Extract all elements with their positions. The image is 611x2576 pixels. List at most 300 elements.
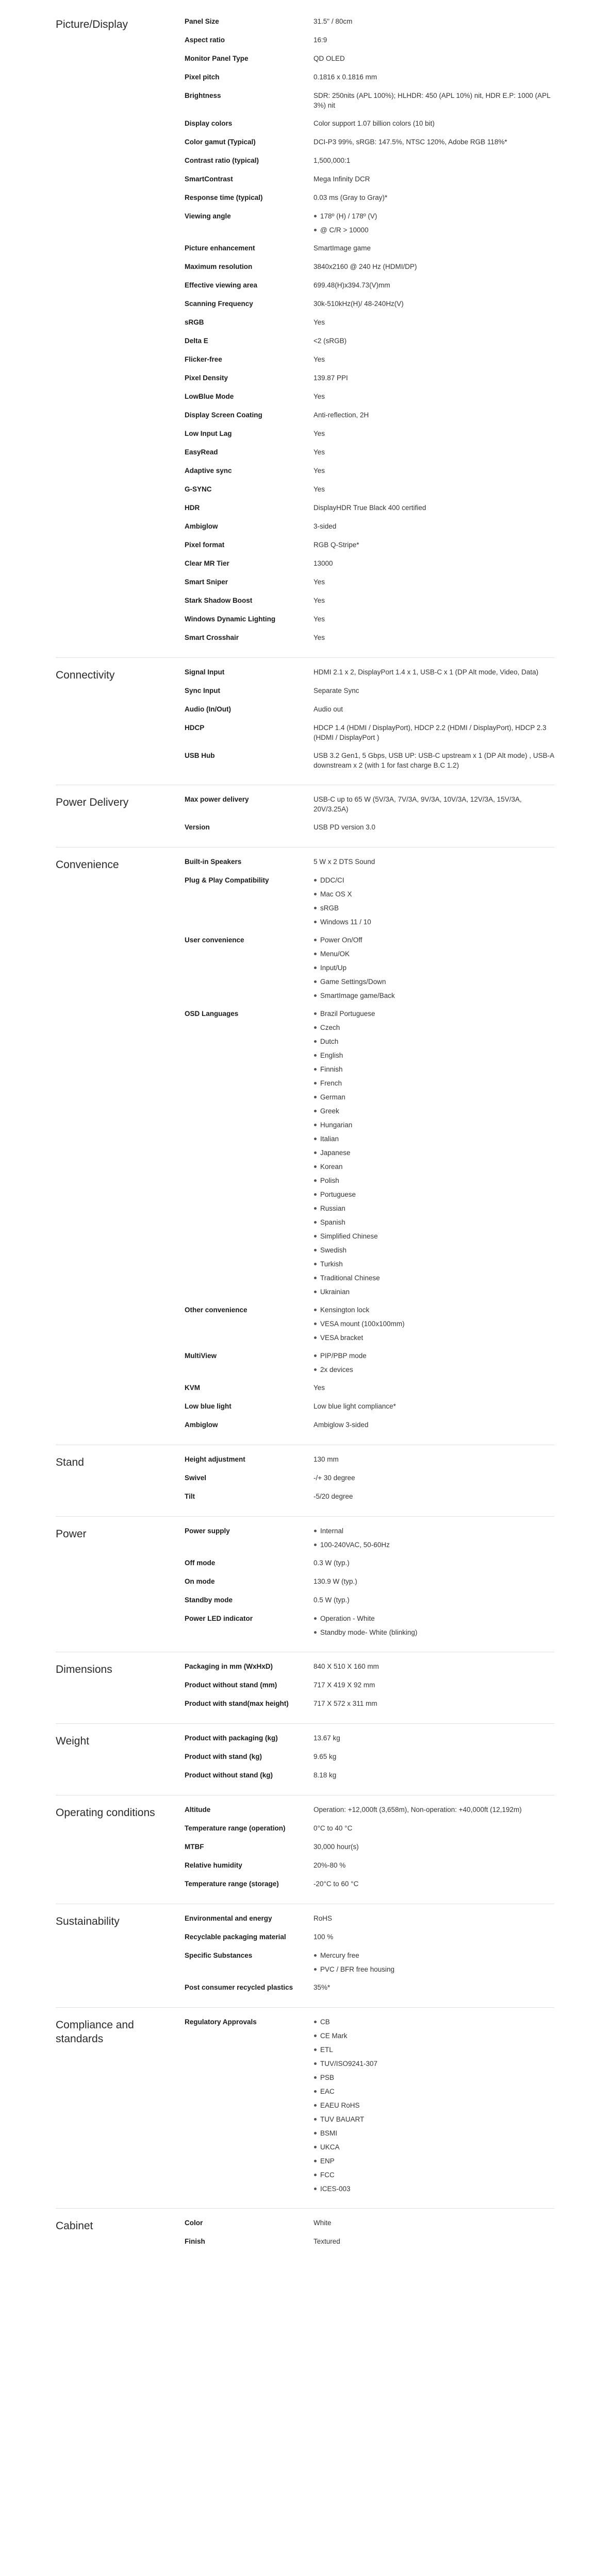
spec-row [185,354,554,365]
list-item: Greek [313,1106,554,1116]
list-item: Korean [313,1162,554,1172]
spec-rows [185,2017,554,2195]
list-item: Mercury free [313,1951,554,1960]
spec-row [185,1982,554,1993]
spec-row [185,484,554,495]
list-item: Finnish [313,1064,554,1074]
spec-label: Maximum resolution [185,263,253,270]
spec-value: USB PD version 3.0 [313,823,376,831]
spec-value: 30,000 hour(s) [313,1843,359,1851]
spec-value: 0.3 W (typ.) [313,1559,350,1567]
spec-row [185,54,554,64]
spec-label: Windows Dynamic Lighting [185,615,276,623]
list-item: sRGB [313,903,554,913]
spec-section-picture-display [56,14,554,658]
spec-value: RGB Q-Stripe* [313,541,359,549]
spec-value: 16:9 [313,36,327,44]
spec-value: 1,500,000:1 [313,157,351,164]
spec-value: 5 W x 2 DTS Sound [313,858,375,866]
spec-row [185,1932,554,1942]
spec-label: Product with stand(max height) [185,1700,289,1707]
list-item: Dutch [313,1037,554,1046]
spec-label: Color [185,2219,203,2227]
spec-value: 9.65 kg [313,1753,337,1760]
spec-value: SDR: 250nits (APL 100%); HLHDR: 450 (APL 10%) nit, HDR E.P: 1000 (APL 3%) nit [313,92,551,109]
spec-label: USB Hub [185,752,215,759]
spec-row [185,1614,554,1637]
spec-row [185,751,554,770]
spec-label: Environmental and energy [185,1914,272,1922]
spec-row [185,299,554,309]
spec-row [185,1351,554,1375]
spec-value [313,1305,554,1343]
spec-label: G-SYNC [185,485,212,493]
spec-section-dimensions [56,1652,554,1724]
spec-label: Effective viewing area [185,281,258,289]
list-item: SmartImage game/Back [313,991,554,1001]
spec-label: Scanning Frequency [185,300,253,308]
spec-row [185,875,554,927]
spec-label: Clear MR Tier [185,560,229,567]
spec-label: Standby mode [185,1596,233,1604]
spec-row [185,410,554,420]
spec-row [185,262,554,272]
list-item: Brazil Portuguese [313,1009,554,1019]
spec-row [185,211,554,235]
list-item: Kensington lock [313,1305,554,1315]
list-item: 178º (H) / 178º (V) [313,211,554,221]
spec-value-list [313,1009,554,1297]
list-item: Simplified Chinese [313,1231,554,1241]
spec-row [185,1951,554,1974]
spec-row [185,2017,554,2194]
list-item: PVC / BFR free housing [313,1964,554,1974]
spec-row [185,503,554,513]
spec-row [185,336,554,346]
list-item: Russian [313,1204,554,1213]
spec-value: -5/20 degree [313,1493,353,1500]
spec-row [185,2236,554,2247]
spec-rows [185,857,554,1431]
spec-row [185,174,554,184]
spec-label: Stark Shadow Boost [185,597,253,604]
spec-row [185,1492,554,1502]
spec-value: 8.18 kg [313,1771,337,1779]
spec-row [185,822,554,833]
list-item: Operation - White [313,1614,554,1623]
spec-label: LowBlue Mode [185,393,234,400]
spec-row [185,193,554,203]
spec-row [185,1860,554,1871]
spec-value: Textured [313,2238,340,2245]
spec-row [185,521,554,532]
section-title: Sustainability [56,1916,120,1927]
list-item: FCC [313,2170,554,2180]
spec-label: Built-in Speakers [185,858,242,866]
list-item: 100-240VAC, 50-60Hz [313,1540,554,1550]
spec-value: Color support 1.07 billion colors (10 bit) [313,120,435,127]
spec-label: Viewing angle [185,212,231,220]
spec-row [185,1879,554,1889]
spec-value: -20°C to 60 °C [313,1880,359,1888]
spec-section-power [56,1517,554,1652]
spec-value: RoHS [313,1914,333,1922]
spec-value [313,1009,554,1297]
spec-row [185,91,554,110]
list-item: PSB [313,2073,554,2082]
list-item: TUV/ISO9241-307 [313,2059,554,2069]
section-title: Convenience [56,859,119,871]
spec-value: Yes [313,393,325,400]
spec-label: HDR [185,504,200,512]
spec-row [185,614,554,624]
spec-label: Off mode [185,1559,216,1567]
spec-rows [185,1526,554,1638]
spec-label: sRGB [185,318,204,326]
spec-value: Yes [313,430,325,437]
spec-label: Specific Substances [185,1952,253,1959]
list-item: ICES-003 [313,2184,554,2194]
spec-row [185,596,554,606]
spec-row [185,1680,554,1690]
spec-label: Product with stand (kg) [185,1753,262,1760]
spec-rows [185,667,554,771]
spec-value: <2 (sRGB) [313,337,347,345]
spec-label: KVM [185,1384,200,1392]
spec-value-list [313,211,554,235]
spec-row [185,1305,554,1343]
spec-value: 20%-80 % [313,1861,346,1869]
spec-value: 35%* [313,1984,331,1991]
list-item: EAEU RoHS [313,2100,554,2110]
spec-section-stand [56,1445,554,1517]
spec-label: Pixel Density [185,374,228,382]
spec-row [185,317,554,328]
spec-section-operating-conditions [56,1795,554,1904]
spec-row [185,447,554,457]
spec-row [185,35,554,45]
spec-row [185,1770,554,1781]
spec-label: Other convenience [185,1306,247,1314]
spec-value: Separate Sync [313,687,359,694]
spec-value: 31.5" / 80cm [313,18,353,25]
list-item: Czech [313,1023,554,1032]
spec-value: White [313,2219,332,2227]
list-item: Menu/OK [313,949,554,959]
spec-row [185,857,554,867]
spec-row [185,686,554,696]
spec-label: On mode [185,1578,215,1585]
spec-value: DCI-P3 99%, sRGB: 147.5%, NTSC 120%, Adobe RGB 118%* [313,138,507,146]
spec-label: Temperature range (storage) [185,1880,279,1888]
list-item: ETL [313,2045,554,2055]
spec-label: Signal Input [185,668,225,676]
spec-rows [185,1913,554,1994]
spec-value: Yes [313,634,325,641]
list-item: VESA bracket [313,1333,554,1343]
spec-label: Color gamut (Typical) [185,138,256,146]
spec-row [185,1454,554,1465]
spec-value: 840 X 510 X 160 mm [313,1663,379,1670]
spec-value-list [313,1526,554,1550]
list-item: VESA mount (100x100mm) [313,1319,554,1329]
spec-row [185,466,554,476]
spec-label: Regulatory Approvals [185,2018,257,2026]
list-item: DDC/CI [313,875,554,885]
list-item: Swedish [313,1245,554,1255]
spec-value [313,2017,554,2194]
spec-value: Yes [313,318,325,326]
spec-row [185,1913,554,1924]
spec-row [185,118,554,129]
spec-label: Picture enhancement [185,244,255,252]
spec-value: 699.48(H)x394.73(V)mm [313,281,390,289]
spec-rows [185,1454,554,1503]
spec-value [313,1526,554,1550]
spec-row [185,429,554,439]
spec-label: Display colors [185,120,233,127]
spec-section-power-delivery [56,785,554,848]
spec-label: HDCP [185,724,205,732]
spec-value: 717 X 572 x 311 mm [313,1700,377,1707]
list-item: Traditional Chinese [313,1273,554,1283]
spec-label: Packaging in mm (WxHxD) [185,1663,273,1670]
spec-rows [185,16,554,644]
section-title: Stand [56,1456,84,1468]
spec-value: 3840x2160 @ 240 Hz (HDMI/DP) [313,263,417,270]
list-item: 2x devices [313,1365,554,1375]
spec-row [185,794,554,814]
section-title: Weight [56,1735,89,1747]
spec-row [185,1805,554,1815]
spec-value: 130.9 W (typ.) [313,1578,357,1585]
spec-row [185,1823,554,1834]
spec-row [185,373,554,383]
list-item: French [313,1078,554,1088]
spec-rows [185,2218,554,2248]
spec-row [185,1558,554,1568]
spec-label: Version [185,823,210,831]
spec-value: Yes [313,355,325,363]
list-item: TUV BAUART [313,2114,554,2124]
section-title: Power [56,1528,87,1540]
spec-row [185,1752,554,1762]
spec-section-compliance-and-standards [56,2008,554,2209]
spec-label: Altitude [185,1806,211,1814]
list-item: ENP [313,2156,554,2166]
spec-row [185,558,554,569]
spec-row [185,935,554,1001]
spec-value: HDCP 1.4 (HDMI / DisplayPort), HDCP 2.2 (HDMI / DisplayPort), HDCP 2.3 (HDMI / DisplayPort ) [313,724,547,741]
spec-value: Low blue light compliance* [313,1402,396,1410]
spec-label: Tilt [185,1493,195,1500]
spec-value: Anti-reflection, 2H [313,411,369,419]
spec-label: Plug & Play Compatibility [185,876,269,884]
spec-value: 0°C to 40 °C [313,1824,353,1832]
spec-value: Yes [313,485,325,493]
spec-section-convenience [56,848,554,1445]
list-item: Standby mode- White (blinking) [313,1628,554,1637]
spec-row [185,540,554,550]
list-item: Mac OS X [313,889,554,899]
spec-label: Flicker-free [185,355,222,363]
spec-value: 0.5 W (typ.) [313,1596,350,1604]
spec-label: Adaptive sync [185,467,232,474]
list-item: Input/Up [313,963,554,973]
spec-label: Height adjustment [185,1455,245,1463]
spec-label: Response time (typical) [185,194,263,201]
spec-value: Yes [313,615,325,623]
list-item: Polish [313,1176,554,1185]
list-item: CB [313,2017,554,2027]
spec-label: Low Input Lag [185,430,232,437]
spec-value: Yes [313,597,325,604]
section-title: Compliance and standards [56,2019,134,2045]
spec-label: Pixel format [185,541,225,549]
spec-label: MultiView [185,1352,217,1360]
spec-row [185,1473,554,1483]
spec-label: Swivel [185,1474,207,1482]
section-title: Operating conditions [56,1807,155,1819]
spec-value: -/+ 30 degree [313,1474,355,1482]
spec-value: Yes [313,467,325,474]
spec-row [185,16,554,27]
list-item: Windows 11 / 10 [313,917,554,927]
spec-label: Recyclable packaging material [185,1933,286,1941]
spec-row [185,1401,554,1412]
spec-row [185,392,554,402]
spec-label: Product without stand (mm) [185,1681,277,1689]
section-title: Cabinet [56,2220,93,2232]
spec-row [185,1526,554,1550]
spec-label: Finish [185,2238,205,2245]
spec-row [185,667,554,677]
section-title: Dimensions [56,1664,112,1675]
spec-value: USB 3.2 Gen1, 5 Gbps, USB UP: USB-C upstream x 1 (DP Alt mode) , USB-A downstream x 2 (with 1 for fast charge B.C 1.2) [313,752,554,769]
spec-row [185,1577,554,1587]
spec-label: Power supply [185,1527,230,1535]
spec-section-weight [56,1724,554,1795]
spec-label: Pixel pitch [185,73,220,81]
section-title: Power Delivery [56,796,129,808]
spec-value: QD OLED [313,55,345,62]
list-item: German [313,1092,554,1102]
spec-value: Ambiglow 3-sided [313,1421,369,1429]
spec-label: Product without stand (kg) [185,1771,273,1779]
section-title: Connectivity [56,669,115,681]
list-item: Japanese [313,1148,554,1158]
spec-label: Contrast ratio (typical) [185,157,259,164]
list-item: English [313,1050,554,1060]
spec-value: 0.1816 x 0.1816 mm [313,73,377,81]
spec-value: SmartImage game [313,244,371,252]
spec-row [185,723,554,742]
spec-label: Power LED indicator [185,1615,253,1622]
spec-value: Mega Infinity DCR [313,175,370,183]
list-item: EAC [313,2087,554,2096]
spec-value [313,1614,554,1637]
spec-label: Product with packaging (kg) [185,1734,278,1742]
spec-row [185,1383,554,1393]
spec-section-connectivity [56,658,554,785]
spec-label: Brightness [185,92,221,99]
spec-value-list [313,875,554,927]
spec-row [185,633,554,643]
spec-label: Ambiglow [185,1421,218,1429]
spec-value-list [313,1305,554,1343]
spec-rows [185,1805,554,1890]
spec-rows [185,1733,554,1782]
spec-label: Sync Input [185,687,221,694]
section-title: Picture/Display [56,19,128,30]
spec-row [185,243,554,253]
spec-row [185,156,554,166]
spec-label: Monitor Panel Type [185,55,249,62]
spec-label: Relative humidity [185,1861,242,1869]
spec-rows [185,1662,554,1710]
spec-row [185,72,554,82]
spec-value: Yes [313,1384,325,1392]
spec-row [185,1699,554,1709]
spec-value: 30k-510kHz(H)/ 48-240Hz(V) [313,300,404,308]
spec-value: HDMI 2.1 x 2, DisplayPort 1.4 x 1, USB-C x 1 (DP Alt mode, Video, Data) [313,668,539,676]
spec-row [185,577,554,587]
spec-value-list [313,1951,554,1974]
spec-value [313,1351,554,1375]
spec-value: USB-C up to 65 W (5V/3A, 7V/3A, 9V/3A, 10V/3A, 12V/3A, 15V/3A, 20V/3.25A) [313,795,522,813]
list-item: @ C/R > 10000 [313,225,554,235]
spec-row [185,704,554,715]
spec-value-list [313,1351,554,1375]
spec-label: EasyRead [185,448,218,456]
spec-value-list [313,1614,554,1637]
list-item: Internal [313,1526,554,1536]
spec-row [185,280,554,291]
spec-value [313,875,554,927]
spec-label: Aspect ratio [185,36,225,44]
list-item: Portuguese [313,1190,554,1199]
spec-value-list [313,935,554,1001]
spec-label: MTBF [185,1843,204,1851]
spec-label: Low blue light [185,1402,232,1410]
spec-value-list [313,2017,554,2194]
spec-label: Display Screen Coating [185,411,262,419]
list-item: Hungarian [313,1120,554,1130]
spec-label: Temperature range (operation) [185,1824,286,1832]
spec-label: Max power delivery [185,795,249,803]
spec-value: Yes [313,448,325,456]
list-item: Game Settings/Down [313,977,554,987]
list-item: CE Mark [313,2031,554,2041]
list-item: PIP/PBP mode [313,1351,554,1361]
list-item: Spanish [313,1217,554,1227]
spec-value: Audio out [313,705,343,713]
spec-label: Ambiglow [185,522,218,530]
spec-row [185,2218,554,2228]
spec-value: 717 X 419 X 92 mm [313,1681,375,1689]
spec-label: Delta E [185,337,208,345]
spec-value: 13.67 kg [313,1734,340,1742]
spec-row [185,1595,554,1605]
list-item: Italian [313,1134,554,1144]
spec-row [185,1420,554,1430]
spec-row [185,1842,554,1852]
spec-label: SmartContrast [185,175,233,183]
spec-label: User convenience [185,936,244,944]
list-item: Turkish [313,1259,554,1269]
list-item: UKCA [313,2142,554,2152]
spec-section-cabinet [56,2209,554,2261]
